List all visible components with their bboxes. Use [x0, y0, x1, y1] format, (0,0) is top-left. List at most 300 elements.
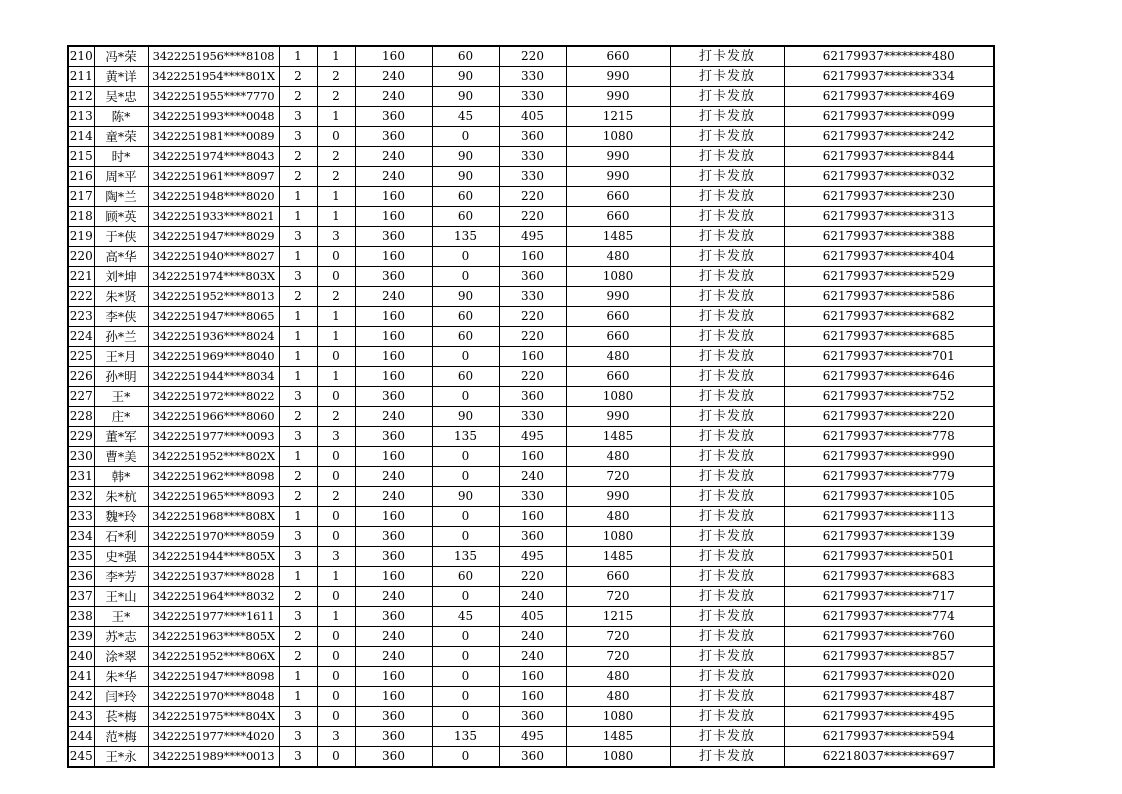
- row-number-cell: 241: [68, 667, 94, 687]
- table-row: [68, 447, 994, 467]
- table-row: [68, 187, 994, 207]
- amount-a-cell: 240: [355, 287, 432, 307]
- total-cell: 660: [566, 367, 670, 387]
- subtotal-cell: 360: [499, 127, 566, 147]
- id-number-cell: 3422251933****8021: [148, 207, 279, 227]
- account-cell: 62179937********857: [784, 647, 994, 667]
- count-b-cell: 0: [317, 747, 355, 768]
- table-row: [68, 227, 994, 247]
- account-cell: 62179937********717: [784, 587, 994, 607]
- account-cell: 62179937********113: [784, 507, 994, 527]
- total-cell: 1080: [566, 707, 670, 727]
- table-row: [68, 327, 994, 347]
- account-cell: 62179937********469: [784, 87, 994, 107]
- amount-a-cell: 240: [355, 587, 432, 607]
- subtotal-cell: 160: [499, 347, 566, 367]
- total-cell: 1080: [566, 387, 670, 407]
- count-a-cell: 1: [279, 207, 317, 227]
- payment-method-cell: 打卡发放: [670, 527, 784, 547]
- row-number-cell: 221: [68, 267, 94, 287]
- name-cell: 高*华: [94, 247, 148, 267]
- payment-method-cell: 打卡发放: [670, 67, 784, 87]
- table-row: [68, 387, 994, 407]
- subtotal-cell: 330: [499, 147, 566, 167]
- subtotal-cell: 240: [499, 587, 566, 607]
- subtotal-cell: 495: [499, 427, 566, 447]
- account-cell: 62179937********529: [784, 267, 994, 287]
- subtotal-cell: 330: [499, 287, 566, 307]
- amount-a-cell: 360: [355, 427, 432, 447]
- row-number-cell: 223: [68, 307, 94, 327]
- count-b-cell: 0: [317, 247, 355, 267]
- amount-a-cell: 360: [355, 127, 432, 147]
- amount-a-cell: 360: [355, 747, 432, 768]
- count-a-cell: 1: [279, 247, 317, 267]
- subtotal-cell: 220: [499, 187, 566, 207]
- amount-a-cell: 360: [355, 267, 432, 287]
- count-a-cell: 3: [279, 427, 317, 447]
- table-row: [68, 267, 994, 287]
- table-row: [68, 727, 994, 747]
- id-number-cell: 3422251966****8060: [148, 407, 279, 427]
- count-a-cell: 2: [279, 407, 317, 427]
- amount-a-cell: 360: [355, 227, 432, 247]
- table-row: [68, 367, 994, 387]
- payment-method-cell: 打卡发放: [670, 347, 784, 367]
- count-a-cell: 3: [279, 127, 317, 147]
- payment-method-cell: 打卡发放: [670, 687, 784, 707]
- amount-b-cell: 90: [432, 67, 499, 87]
- count-a-cell: 1: [279, 367, 317, 387]
- count-b-cell: 1: [317, 207, 355, 227]
- amount-b-cell: 45: [432, 107, 499, 127]
- count-b-cell: 3: [317, 427, 355, 447]
- id-number-cell: 3422251968****808X: [148, 507, 279, 527]
- total-cell: 990: [566, 487, 670, 507]
- amount-b-cell: 60: [432, 327, 499, 347]
- payment-method-cell: 打卡发放: [670, 227, 784, 247]
- amount-b-cell: 0: [432, 267, 499, 287]
- name-cell: 刘*坤: [94, 267, 148, 287]
- table-row: [68, 147, 994, 167]
- name-cell: 陈*: [94, 107, 148, 127]
- amount-a-cell: 160: [355, 567, 432, 587]
- row-number-cell: 237: [68, 587, 94, 607]
- table-row: [68, 547, 994, 567]
- count-a-cell: 2: [279, 67, 317, 87]
- account-cell: 62179937********220: [784, 407, 994, 427]
- total-cell: 660: [566, 327, 670, 347]
- name-cell: 王*山: [94, 587, 148, 607]
- count-a-cell: 2: [279, 467, 317, 487]
- account-cell: 62179937********032: [784, 167, 994, 187]
- payment-method-cell: 打卡发放: [670, 607, 784, 627]
- amount-a-cell: 360: [355, 727, 432, 747]
- payment-method-cell: 打卡发放: [670, 427, 784, 447]
- total-cell: 990: [566, 167, 670, 187]
- total-cell: 720: [566, 587, 670, 607]
- row-number-cell: 233: [68, 507, 94, 527]
- payment-method-cell: 打卡发放: [670, 87, 784, 107]
- count-a-cell: 1: [279, 507, 317, 527]
- amount-a-cell: 160: [355, 247, 432, 267]
- total-cell: 1485: [566, 727, 670, 747]
- amount-a-cell: 160: [355, 367, 432, 387]
- count-b-cell: 0: [317, 387, 355, 407]
- row-number-cell: 244: [68, 727, 94, 747]
- amount-b-cell: 90: [432, 87, 499, 107]
- amount-b-cell: 0: [432, 687, 499, 707]
- payment-method-cell: 打卡发放: [670, 107, 784, 127]
- row-number-cell: 213: [68, 107, 94, 127]
- amount-a-cell: 240: [355, 147, 432, 167]
- name-cell: 时*: [94, 147, 148, 167]
- total-cell: 990: [566, 87, 670, 107]
- total-cell: 1485: [566, 427, 670, 447]
- table-row: [68, 507, 994, 527]
- account-cell: 62179937********990: [784, 447, 994, 467]
- id-number-cell: 3422251969****8040: [148, 347, 279, 367]
- count-b-cell: 0: [317, 507, 355, 527]
- row-number-cell: 235: [68, 547, 94, 567]
- subtotal-cell: 220: [499, 327, 566, 347]
- amount-a-cell: 360: [355, 387, 432, 407]
- count-b-cell: 0: [317, 267, 355, 287]
- total-cell: 660: [566, 567, 670, 587]
- id-number-cell: 3422251961****8097: [148, 167, 279, 187]
- amount-a-cell: 160: [355, 307, 432, 327]
- name-cell: 苏*志: [94, 627, 148, 647]
- amount-a-cell: 240: [355, 627, 432, 647]
- amount-b-cell: 0: [432, 247, 499, 267]
- subtotal-cell: 330: [499, 167, 566, 187]
- id-number-cell: 3422251975****804X: [148, 707, 279, 727]
- count-b-cell: 2: [317, 147, 355, 167]
- row-number-cell: 239: [68, 627, 94, 647]
- id-number-cell: 3422251977****1611: [148, 607, 279, 627]
- payment-method-cell: 打卡发放: [670, 487, 784, 507]
- table-row: [68, 607, 994, 627]
- amount-a-cell: 160: [355, 347, 432, 367]
- payment-method-cell: 打卡发放: [670, 287, 784, 307]
- total-cell: 1080: [566, 267, 670, 287]
- payment-method-cell: 打卡发放: [670, 647, 784, 667]
- count-b-cell: 2: [317, 287, 355, 307]
- row-number-cell: 243: [68, 707, 94, 727]
- table-row: [68, 247, 994, 267]
- payment-method-cell: 打卡发放: [670, 147, 784, 167]
- table-row: [68, 167, 994, 187]
- id-number-cell: 3422251970****8048: [148, 687, 279, 707]
- data-table: [67, 45, 995, 768]
- amount-a-cell: 240: [355, 407, 432, 427]
- row-number-cell: 212: [68, 87, 94, 107]
- table-row: [68, 407, 994, 427]
- account-cell: 62179937********139: [784, 527, 994, 547]
- amount-a-cell: 160: [355, 187, 432, 207]
- amount-b-cell: 90: [432, 147, 499, 167]
- name-cell: 苌*梅: [94, 707, 148, 727]
- name-cell: 李*侠: [94, 307, 148, 327]
- count-a-cell: 2: [279, 487, 317, 507]
- count-a-cell: 3: [279, 607, 317, 627]
- total-cell: 480: [566, 667, 670, 687]
- count-a-cell: 3: [279, 527, 317, 547]
- id-number-cell: 3422251947****8098: [148, 667, 279, 687]
- total-cell: 660: [566, 307, 670, 327]
- subtotal-cell: 160: [499, 667, 566, 687]
- row-number-cell: 240: [68, 647, 94, 667]
- account-cell: 62179937********313: [784, 207, 994, 227]
- account-cell: 62179937********480: [784, 46, 994, 67]
- count-b-cell: 0: [317, 707, 355, 727]
- id-number-cell: 3422251970****8059: [148, 527, 279, 547]
- count-b-cell: 1: [317, 107, 355, 127]
- count-a-cell: 3: [279, 547, 317, 567]
- count-b-cell: 3: [317, 727, 355, 747]
- name-cell: 王*永: [94, 747, 148, 768]
- amount-a-cell: 160: [355, 507, 432, 527]
- name-cell: 朱*贤: [94, 287, 148, 307]
- name-cell: 魏*玲: [94, 507, 148, 527]
- row-number-cell: 214: [68, 127, 94, 147]
- amount-a-cell: 360: [355, 547, 432, 567]
- amount-b-cell: 135: [432, 427, 499, 447]
- payment-method-cell: 打卡发放: [670, 587, 784, 607]
- amount-b-cell: 60: [432, 307, 499, 327]
- name-cell: 涂*翠: [94, 647, 148, 667]
- name-cell: 韩*: [94, 467, 148, 487]
- subtotal-cell: 360: [499, 747, 566, 768]
- row-number-cell: 210: [68, 46, 94, 67]
- name-cell: 史*强: [94, 547, 148, 567]
- account-cell: 62179937********099: [784, 107, 994, 127]
- id-number-cell: 3422251977****0093: [148, 427, 279, 447]
- id-number-cell: 3422251993****0048: [148, 107, 279, 127]
- count-a-cell: 3: [279, 727, 317, 747]
- count-b-cell: 2: [317, 87, 355, 107]
- amount-b-cell: 0: [432, 527, 499, 547]
- amount-b-cell: 0: [432, 627, 499, 647]
- row-number-cell: 242: [68, 687, 94, 707]
- account-cell: 62179937********752: [784, 387, 994, 407]
- payment-method-cell: 打卡发放: [670, 127, 784, 147]
- count-a-cell: 3: [279, 267, 317, 287]
- payment-method-cell: 打卡发放: [670, 267, 784, 287]
- count-a-cell: 1: [279, 567, 317, 587]
- name-cell: 周*平: [94, 167, 148, 187]
- id-number-cell: 3422251947****8029: [148, 227, 279, 247]
- amount-a-cell: 360: [355, 607, 432, 627]
- payment-method-cell: 打卡发放: [670, 507, 784, 527]
- amount-b-cell: 60: [432, 367, 499, 387]
- id-number-cell: 3422251972****8022: [148, 387, 279, 407]
- amount-b-cell: 135: [432, 727, 499, 747]
- amount-b-cell: 0: [432, 747, 499, 768]
- amount-a-cell: 160: [355, 327, 432, 347]
- amount-b-cell: 60: [432, 187, 499, 207]
- subtotal-cell: 160: [499, 447, 566, 467]
- payment-method-cell: 打卡发放: [670, 707, 784, 727]
- name-cell: 于*侠: [94, 227, 148, 247]
- account-cell: 62179937********701: [784, 347, 994, 367]
- count-b-cell: 0: [317, 467, 355, 487]
- amount-a-cell: 160: [355, 207, 432, 227]
- id-number-cell: 3422251948****8020: [148, 187, 279, 207]
- name-cell: 石*利: [94, 527, 148, 547]
- amount-a-cell: 360: [355, 107, 432, 127]
- amount-a-cell: 240: [355, 467, 432, 487]
- id-number-cell: 3422251944****805X: [148, 547, 279, 567]
- name-cell: 庄*: [94, 407, 148, 427]
- id-number-cell: 3422251974****803X: [148, 267, 279, 287]
- total-cell: 990: [566, 67, 670, 87]
- table-row: [68, 127, 994, 147]
- subtotal-cell: 220: [499, 46, 566, 67]
- count-a-cell: 2: [279, 167, 317, 187]
- count-a-cell: 3: [279, 747, 317, 768]
- total-cell: 480: [566, 507, 670, 527]
- subtotal-cell: 160: [499, 507, 566, 527]
- total-cell: 990: [566, 287, 670, 307]
- amount-a-cell: 160: [355, 447, 432, 467]
- id-number-cell: 3422251977****4020: [148, 727, 279, 747]
- count-a-cell: 2: [279, 287, 317, 307]
- amount-b-cell: 0: [432, 667, 499, 687]
- table-row: [68, 87, 994, 107]
- payment-method-cell: 打卡发放: [670, 407, 784, 427]
- count-b-cell: 0: [317, 447, 355, 467]
- table-row: [68, 427, 994, 447]
- table-row: [68, 567, 994, 587]
- table-row: [68, 347, 994, 367]
- id-number-cell: 3422251965****8093: [148, 487, 279, 507]
- amount-b-cell: 90: [432, 287, 499, 307]
- name-cell: 范*梅: [94, 727, 148, 747]
- subtotal-cell: 220: [499, 567, 566, 587]
- total-cell: 1080: [566, 527, 670, 547]
- name-cell: 李*芳: [94, 567, 148, 587]
- table-row: [68, 627, 994, 647]
- name-cell: 冯*荣: [94, 46, 148, 67]
- id-number-cell: 3422251947****8065: [148, 307, 279, 327]
- id-number-cell: 3422251962****8098: [148, 467, 279, 487]
- count-b-cell: 0: [317, 347, 355, 367]
- count-b-cell: 1: [317, 307, 355, 327]
- total-cell: 720: [566, 467, 670, 487]
- count-a-cell: 1: [279, 307, 317, 327]
- payment-method-cell: 打卡发放: [670, 367, 784, 387]
- account-cell: 62179937********586: [784, 287, 994, 307]
- subtotal-cell: 330: [499, 487, 566, 507]
- table-body: [68, 46, 994, 767]
- table-row: [68, 287, 994, 307]
- payment-method-cell: 打卡发放: [670, 167, 784, 187]
- count-b-cell: 1: [317, 367, 355, 387]
- payment-method-cell: 打卡发放: [670, 247, 784, 267]
- total-cell: 480: [566, 447, 670, 467]
- row-number-cell: 215: [68, 147, 94, 167]
- account-cell: 62218037********697: [784, 747, 994, 768]
- count-b-cell: 2: [317, 487, 355, 507]
- row-number-cell: 228: [68, 407, 94, 427]
- name-cell: 黄*详: [94, 67, 148, 87]
- account-cell: 62179937********230: [784, 187, 994, 207]
- row-number-cell: 231: [68, 467, 94, 487]
- amount-a-cell: 160: [355, 46, 432, 67]
- account-cell: 62179937********020: [784, 667, 994, 687]
- payment-method-cell: 打卡发放: [670, 207, 784, 227]
- amount-b-cell: 90: [432, 167, 499, 187]
- row-number-cell: 234: [68, 527, 94, 547]
- id-number-cell: 3422251937****8028: [148, 567, 279, 587]
- count-b-cell: 0: [317, 687, 355, 707]
- payment-method-cell: 打卡发放: [670, 307, 784, 327]
- id-number-cell: 3422251936****8024: [148, 327, 279, 347]
- subtotal-cell: 495: [499, 547, 566, 567]
- total-cell: 990: [566, 407, 670, 427]
- account-cell: 62179937********685: [784, 327, 994, 347]
- row-number-cell: 211: [68, 67, 94, 87]
- id-number-cell: 3422251955****7770: [148, 87, 279, 107]
- account-cell: 62179937********779: [784, 467, 994, 487]
- amount-b-cell: 135: [432, 547, 499, 567]
- count-b-cell: 1: [317, 567, 355, 587]
- amount-b-cell: 0: [432, 507, 499, 527]
- amount-a-cell: 160: [355, 667, 432, 687]
- table-row: [68, 207, 994, 227]
- row-number-cell: 225: [68, 347, 94, 367]
- row-number-cell: 236: [68, 567, 94, 587]
- total-cell: 1485: [566, 227, 670, 247]
- amount-b-cell: 60: [432, 567, 499, 587]
- row-number-cell: 220: [68, 247, 94, 267]
- amount-a-cell: 160: [355, 687, 432, 707]
- total-cell: 720: [566, 647, 670, 667]
- payment-method-cell: 打卡发放: [670, 667, 784, 687]
- total-cell: 990: [566, 147, 670, 167]
- subtotal-cell: 330: [499, 67, 566, 87]
- count-a-cell: 2: [279, 647, 317, 667]
- table-row: [68, 487, 994, 507]
- row-number-cell: 230: [68, 447, 94, 467]
- subtotal-cell: 495: [499, 727, 566, 747]
- id-number-cell: 3422251989****0013: [148, 747, 279, 768]
- subtotal-cell: 160: [499, 247, 566, 267]
- payment-method-cell: 打卡发放: [670, 46, 784, 67]
- payment-method-cell: 打卡发放: [670, 327, 784, 347]
- amount-b-cell: 45: [432, 607, 499, 627]
- payment-method-cell: 打卡发放: [670, 627, 784, 647]
- count-b-cell: 2: [317, 167, 355, 187]
- subtotal-cell: 330: [499, 87, 566, 107]
- subtotal-cell: 360: [499, 267, 566, 287]
- account-cell: 62179937********844: [784, 147, 994, 167]
- id-number-cell: 3422251981****0089: [148, 127, 279, 147]
- name-cell: 董*军: [94, 427, 148, 447]
- count-a-cell: 1: [279, 46, 317, 67]
- subtotal-cell: 360: [499, 707, 566, 727]
- account-cell: 62179937********501: [784, 547, 994, 567]
- count-a-cell: 3: [279, 107, 317, 127]
- account-cell: 62179937********774: [784, 607, 994, 627]
- account-cell: 62179937********487: [784, 687, 994, 707]
- table-row: [68, 527, 994, 547]
- subtotal-cell: 240: [499, 647, 566, 667]
- count-a-cell: 3: [279, 387, 317, 407]
- subtotal-cell: 405: [499, 607, 566, 627]
- amount-b-cell: 0: [432, 127, 499, 147]
